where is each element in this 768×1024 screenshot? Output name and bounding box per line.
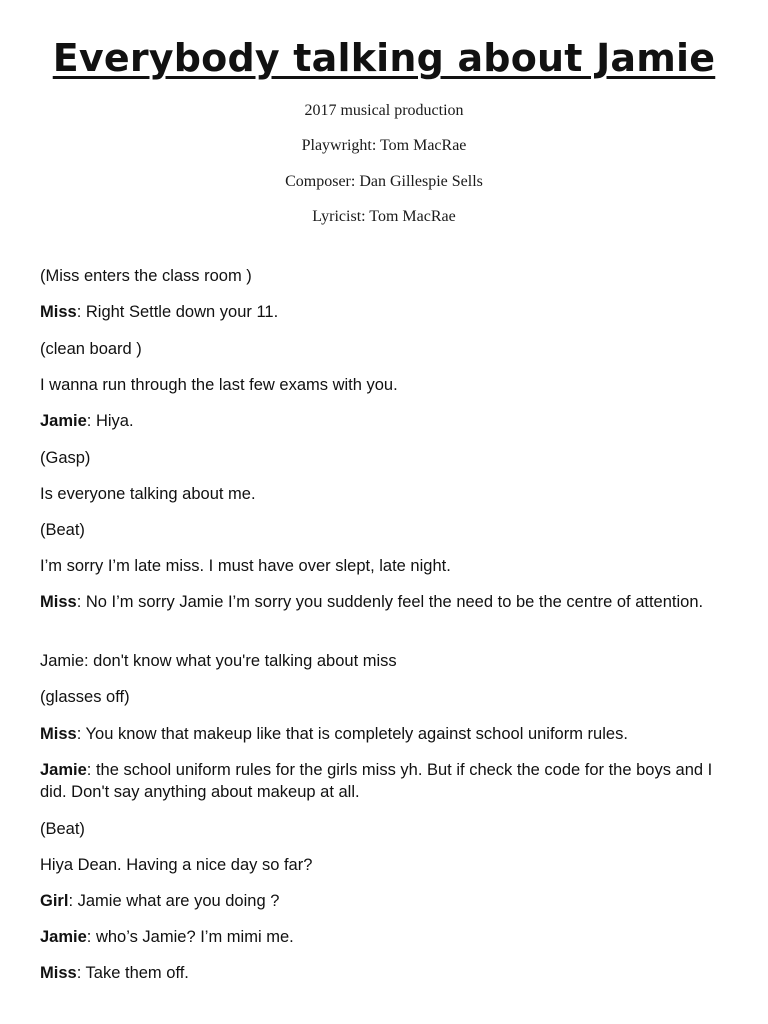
line-text: : who’s Jamie? I’m mimi me. bbox=[86, 928, 294, 946]
script-line bbox=[40, 591, 730, 613]
script-line bbox=[40, 854, 730, 876]
script-line bbox=[40, 483, 730, 505]
speaker-name: Miss bbox=[40, 964, 77, 982]
line-text: (Beat) bbox=[40, 521, 85, 539]
page-title: Everybody talking about Jamie bbox=[52, 36, 716, 80]
script-line bbox=[40, 686, 730, 708]
script-line bbox=[40, 265, 730, 287]
line-text: : the school uniform rules for the girls miss yh. But if check the code for the boys and I did. Don't say anything about makeup at all. bbox=[40, 761, 713, 801]
script-line bbox=[40, 410, 730, 432]
line-text: : Jamie what are you doing ? bbox=[68, 892, 280, 910]
script-line bbox=[40, 447, 730, 469]
line-text: : Right Settle down your 11. bbox=[76, 303, 279, 321]
playwright-credit: Playwright: Tom MacRae bbox=[301, 137, 467, 154]
line-text: : You know that makeup like that is completely against school uniform rules. bbox=[76, 725, 628, 743]
production-year: 2017 musical production bbox=[304, 102, 464, 119]
line-text: I’m sorry I’m late miss. I must have over slept, late night. bbox=[40, 557, 451, 575]
script-line bbox=[40, 818, 730, 840]
speaker-name: Miss bbox=[40, 303, 77, 321]
composer-credit: Composer: Dan Gillespie Sells bbox=[285, 173, 483, 190]
speaker-name: Jamie bbox=[40, 761, 87, 779]
script-line bbox=[40, 374, 730, 396]
script-line bbox=[40, 926, 730, 948]
script-line bbox=[40, 890, 730, 912]
line-text: (Miss enters the class room ) bbox=[40, 267, 252, 285]
line-text: : Take them off. bbox=[76, 964, 189, 982]
line-text: (Gasp) bbox=[40, 449, 91, 467]
speaker-name: Miss bbox=[40, 725, 77, 743]
script-line bbox=[40, 555, 730, 577]
line-text: : Hiya. bbox=[86, 412, 134, 430]
line-text: Jamie: don't know what you're talking about miss bbox=[40, 652, 397, 670]
line-text: Hiya Dean. Having a nice day so far? bbox=[40, 856, 313, 874]
script-line bbox=[40, 650, 730, 672]
script-line bbox=[40, 301, 730, 323]
speaker-name: Girl bbox=[40, 892, 69, 910]
script-line bbox=[40, 723, 730, 745]
line-text: I wanna run through the last few exams with you. bbox=[40, 376, 398, 394]
speaker-name: Miss bbox=[40, 593, 77, 611]
speaker-name: Jamie bbox=[40, 412, 87, 430]
script-line bbox=[40, 519, 730, 541]
script-line bbox=[40, 338, 730, 360]
lyricist-credit: Lyricist: Tom MacRae bbox=[312, 208, 456, 225]
line-text: Is everyone talking about me. bbox=[40, 485, 256, 503]
speaker-name: Jamie bbox=[40, 928, 87, 946]
line-text: (glasses off) bbox=[40, 688, 130, 706]
line-text: (Beat) bbox=[40, 820, 85, 838]
line-text: : No I’m sorry Jamie I’m sorry you suddenly feel the need to be the centre of attention. bbox=[76, 593, 704, 611]
line-text: (clean board ) bbox=[40, 340, 142, 358]
script-line bbox=[40, 962, 730, 984]
script-line bbox=[40, 759, 730, 803]
